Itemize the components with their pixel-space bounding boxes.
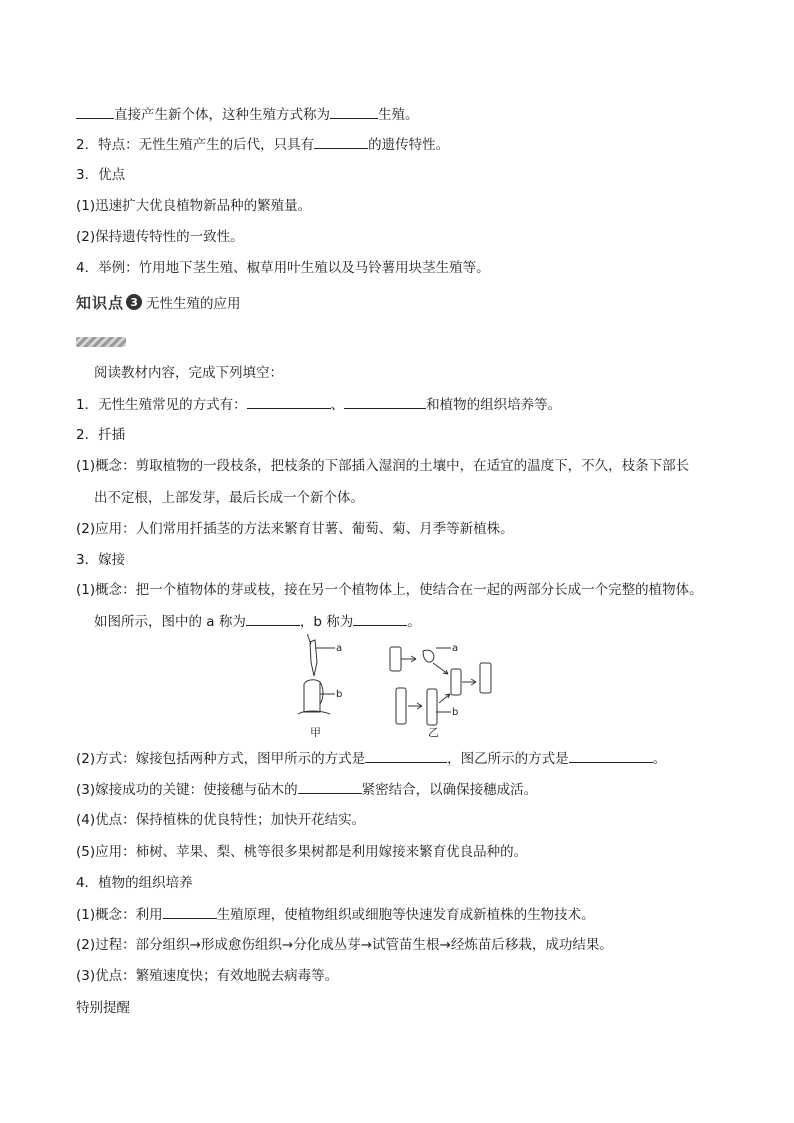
text: 如图所示，图中的 a 称为 xyxy=(94,614,246,630)
text: 和植物的组织培养等。 xyxy=(426,397,562,413)
text-line: 2．扦插 xyxy=(76,427,126,443)
knowledge-point-heading xyxy=(76,290,241,314)
text: 2．特点：无性生殖产生的后代，只具有 xyxy=(76,137,315,153)
text-line xyxy=(76,394,561,415)
text-line: (1)迅速扩大优良植物新品种的繁殖量。 xyxy=(76,198,312,214)
grafting-figure xyxy=(290,632,510,744)
knowledge-point-title: 无性生殖的应用 xyxy=(146,296,241,312)
text-line xyxy=(76,104,419,125)
text: 、 xyxy=(330,397,345,413)
fill-blank[interactable] xyxy=(298,779,362,794)
text-line: (5)应用：柿树、苹果、梨、桃等很多果树都是利用嫁接来繁育优良品种的。 xyxy=(76,844,528,860)
label-a: a xyxy=(452,643,459,654)
fill-blank[interactable] xyxy=(76,104,114,119)
text-line: 4．植物的组织培养 xyxy=(76,875,193,891)
knowledge-point-number-badge: 3 xyxy=(126,294,142,310)
text-line: 阅读教材内容，完成下列填空： xyxy=(94,365,283,381)
text: ，图乙所示的方式是 xyxy=(447,751,569,767)
section-tag-icon xyxy=(76,337,126,347)
text: ，b 称为 xyxy=(299,614,354,630)
fill-blank[interactable] xyxy=(247,394,331,409)
text-line xyxy=(94,611,421,632)
text: (1)概念：利用 xyxy=(76,907,163,923)
caption-left: 甲 xyxy=(310,726,321,739)
text-line xyxy=(76,134,449,155)
text: 1．无性生殖常见的方式有： xyxy=(76,397,247,413)
text-line: (1)概念：剪取植物的一段枝条，把枝条的下部插入湿润的土壤中，在适宜的温度下，不久，枝条下部长 xyxy=(76,458,690,474)
text-line: (4)优点：保持植株的优良特性；加快开花结实。 xyxy=(76,812,366,828)
text-line: 出不定根，上部发芽，最后长成一个新个体。 xyxy=(94,490,364,506)
text-line: (1)概念：把一个植物体的芽或枝，接在另一个植物体上，使结合在一起的两部分长成一个完整的植物体。 xyxy=(76,582,703,598)
label-a: a xyxy=(336,643,343,654)
text: 生殖原理，使植物组织或细胞等快速发育成新植株的生物技术。 xyxy=(216,907,595,923)
text-line xyxy=(76,748,666,769)
text-line: 特别提醒 xyxy=(76,1000,130,1016)
text-line: (3)优点：繁殖速度快；有效地脱去病毒等。 xyxy=(76,968,339,984)
fill-blank[interactable] xyxy=(163,904,217,919)
text-line xyxy=(76,904,595,925)
text-line: (2)保持遗传特性的一致性。 xyxy=(76,229,244,245)
grafting-diagram xyxy=(290,632,510,744)
text-line xyxy=(76,779,537,800)
fill-blank[interactable] xyxy=(246,611,300,626)
label-b: b xyxy=(452,707,459,718)
text: 。 xyxy=(652,751,667,767)
knowledge-point-label: 知识点 xyxy=(76,293,125,312)
text-line: 3．嫁接 xyxy=(76,552,126,568)
text: 紧密结合，以确保接穗成活。 xyxy=(361,782,538,798)
text-line: 3．优点 xyxy=(76,167,126,183)
text-line: 4．举例：竹用地下茎生殖、椒草用叶生殖以及马铃薯用块茎生殖等。 xyxy=(76,260,490,276)
fill-blank[interactable] xyxy=(344,394,426,409)
fill-blank[interactable] xyxy=(353,611,407,626)
text-line: (2)应用：人们常用扦插茎的方法来繁育甘薯、葡萄、菊、月季等新植株。 xyxy=(76,521,514,537)
caption-right: 乙 xyxy=(428,726,439,739)
fill-blank[interactable] xyxy=(314,134,368,149)
text: 生殖。 xyxy=(378,107,419,123)
text: 的遗传特性。 xyxy=(368,137,450,153)
fill-blank[interactable] xyxy=(569,748,653,763)
text: 直接产生新个体，这种生殖方式称为 xyxy=(114,107,330,123)
text: 。 xyxy=(407,614,421,630)
text-line: (2)过程：部分组织→形成愈伤组织→分化成丛芽→试管苗生根→经炼苗后移栽，成功结果。 xyxy=(76,937,613,953)
fill-blank[interactable] xyxy=(330,104,378,119)
text: (2)方式：嫁接包括两种方式，图甲所示的方式是 xyxy=(76,751,366,767)
fill-blank[interactable] xyxy=(365,748,447,763)
text: (3)嫁接成功的关键：使接穗与砧木的 xyxy=(76,782,298,798)
label-b: b xyxy=(336,689,343,700)
